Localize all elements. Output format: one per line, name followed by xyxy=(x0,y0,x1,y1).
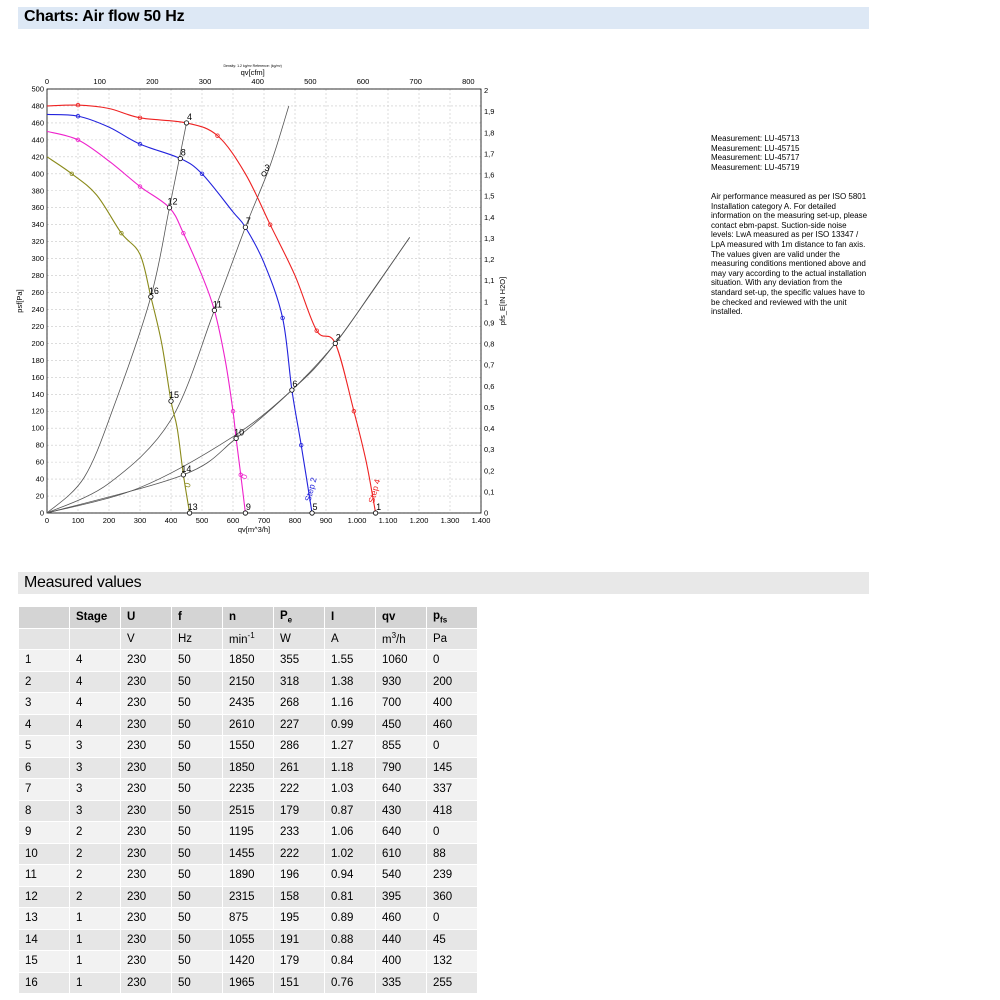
table-cell: 2150 xyxy=(223,671,274,693)
table-cell: 4 xyxy=(70,650,121,672)
measurement-list xyxy=(711,134,871,172)
table-cell: 1 xyxy=(19,650,70,672)
y-tick-label: 140 xyxy=(31,389,44,399)
x-axis-label: qv[m^3/h] xyxy=(237,525,271,534)
y-right-tick-label: 1,6 xyxy=(484,170,495,180)
table-cell: 2 xyxy=(70,886,121,908)
table-cell: 1 xyxy=(70,929,121,951)
point-label: 13 xyxy=(187,502,198,512)
table-row xyxy=(19,865,478,887)
y-right-tick-label: 0,1 xyxy=(484,487,495,497)
table-cell: 1 xyxy=(70,908,121,930)
column-header: U xyxy=(121,607,172,629)
y-right-tick-label: 1,2 xyxy=(484,255,495,265)
table-cell: 875 xyxy=(223,908,274,930)
x-top-tick-label: 700 xyxy=(409,77,422,86)
table-row xyxy=(19,800,478,822)
x-top-tick-label: 600 xyxy=(356,77,370,86)
table-cell: 230 xyxy=(121,865,172,887)
table-row xyxy=(19,757,478,779)
table-cell: 930 xyxy=(376,671,427,693)
table-cell: 230 xyxy=(121,650,172,672)
y-tick-label: 120 xyxy=(31,406,44,416)
table-cell: 50 xyxy=(172,714,223,736)
system-curve xyxy=(47,237,410,513)
y-right-tick-label: 0,6 xyxy=(484,381,495,391)
table-row xyxy=(19,886,478,908)
table-cell: 230 xyxy=(121,951,172,973)
y-right-tick-label: 1,7 xyxy=(484,149,495,159)
table-cell: 318 xyxy=(274,671,325,693)
table-cell: 50 xyxy=(172,757,223,779)
table-header-row xyxy=(19,607,478,629)
point-label: 15 xyxy=(168,390,180,401)
table-cell: 230 xyxy=(121,972,172,994)
x-top-tick-label: 0 xyxy=(44,77,50,86)
y-tick-label: 500 xyxy=(31,84,44,94)
column-header: I xyxy=(325,607,376,629)
column-unit xyxy=(19,628,70,650)
measurement-item: Measurement: LU-45713 xyxy=(711,134,800,143)
table-cell: 1.03 xyxy=(325,779,376,801)
table-cell: 230 xyxy=(121,757,172,779)
column-header: n xyxy=(223,607,274,629)
column-unit: W xyxy=(274,628,325,650)
y-tick-label: 260 xyxy=(31,288,44,298)
table-cell: 0 xyxy=(427,736,478,758)
table-cell: 6 xyxy=(19,757,70,779)
table-cell: 50 xyxy=(172,886,223,908)
y-right-tick-label: 2 xyxy=(484,86,489,96)
point-label: 10 xyxy=(234,427,245,438)
table-cell: 2315 xyxy=(223,886,274,908)
y-tick-label: 320 xyxy=(31,237,44,247)
table-cell: 1060 xyxy=(376,650,427,672)
table-cell: 4 xyxy=(19,714,70,736)
table-cell: 255 xyxy=(427,972,478,994)
table-cell: 230 xyxy=(121,714,172,736)
table-cell: 8 xyxy=(19,800,70,822)
column-unit: Pa xyxy=(427,628,478,650)
column-unit: $\min^{-1}$ xyxy=(223,628,274,650)
table-cell: 230 xyxy=(121,779,172,801)
column-header xyxy=(19,607,70,629)
table-cell: 3 xyxy=(70,757,121,779)
column-header: qv xyxy=(376,607,427,629)
y-tick-label: 60 xyxy=(35,457,44,467)
table-cell: 1455 xyxy=(223,843,274,865)
table-cell: 0 xyxy=(427,908,478,930)
point-label: 11 xyxy=(212,299,223,310)
series-line xyxy=(47,131,245,513)
point-label: 12 xyxy=(167,196,178,207)
system-curve xyxy=(47,237,410,513)
y-tick-label: 40 xyxy=(35,474,44,484)
table-cell: 450 xyxy=(376,714,427,736)
y-tick-label: 380 xyxy=(31,186,44,196)
table-cell: 50 xyxy=(172,972,223,994)
x-tick-label: 300 xyxy=(133,516,147,525)
table-cell: 50 xyxy=(172,908,223,930)
table-cell: 640 xyxy=(376,779,427,801)
table-cell: 1.02 xyxy=(325,843,376,865)
table-cell: 1890 xyxy=(223,865,274,887)
y-right-tick-label: 0,9 xyxy=(484,318,495,328)
y-axis-label: psf[Pa] xyxy=(15,289,24,313)
y-tick-label: 400 xyxy=(31,169,44,179)
table-cell: 195 xyxy=(274,908,325,930)
table-cell: 0.88 xyxy=(325,929,376,951)
table-cell: 268 xyxy=(274,693,325,715)
x-tick-label: 200 xyxy=(102,516,116,525)
table-row xyxy=(19,951,478,973)
table-cell: 132 xyxy=(427,951,478,973)
table-cell: 230 xyxy=(121,693,172,715)
table-cell: 440 xyxy=(376,929,427,951)
table-cell: 50 xyxy=(172,736,223,758)
x-tick-label: 400 xyxy=(164,516,178,525)
table-cell: 0.87 xyxy=(325,800,376,822)
y-right-tick-label: 0,5 xyxy=(484,402,495,412)
column-header: $p_{fs}$ xyxy=(427,607,478,629)
table-cell: 0.99 xyxy=(325,714,376,736)
table-cell: 196 xyxy=(274,865,325,887)
table-cell: 151 xyxy=(274,972,325,994)
y-right-tick-label: 1,9 xyxy=(484,107,495,117)
table-cell: 239 xyxy=(427,865,478,887)
y-right-tick-label: 0,2 xyxy=(484,466,495,476)
y-tick-label: 420 xyxy=(31,152,44,162)
series-tag: Step 2 xyxy=(302,476,319,503)
table-cell: 1420 xyxy=(223,951,274,973)
table-cell: 50 xyxy=(172,865,223,887)
table-cell: 1055 xyxy=(223,929,274,951)
y-tick-label: 480 xyxy=(31,101,44,111)
chart-caption: Density: 1.2 kg/m³ Reference: (kg/m³) xyxy=(223,64,282,68)
table-row xyxy=(19,908,478,930)
table-row xyxy=(19,714,478,736)
table-cell: 2435 xyxy=(223,693,274,715)
table-cell: 145 xyxy=(427,757,478,779)
column-header: Stage xyxy=(70,607,121,629)
charts-header xyxy=(18,7,869,29)
table-cell: 9 xyxy=(19,822,70,844)
measured-values-table xyxy=(18,606,478,994)
table-cell: 418 xyxy=(427,800,478,822)
table-cell: 200 xyxy=(427,671,478,693)
table-cell: 360 xyxy=(427,886,478,908)
series-tag: 0 xyxy=(181,481,193,489)
table-cell: 0.81 xyxy=(325,886,376,908)
y-tick-label: 340 xyxy=(31,220,44,230)
y-right-axis-label: pfs_E[IN H2O] xyxy=(498,276,507,326)
table-cell: 400 xyxy=(427,693,478,715)
y-right-tick-label: 1,3 xyxy=(484,233,495,243)
y-tick-label: 200 xyxy=(31,338,44,348)
table-cell: 3 xyxy=(19,693,70,715)
table-cell: 2 xyxy=(70,843,121,865)
table-cell: 3 xyxy=(70,736,121,758)
table-cell: 1.18 xyxy=(325,757,376,779)
table-cell: 230 xyxy=(121,671,172,693)
table-cell: 0.76 xyxy=(325,972,376,994)
table-cell: 179 xyxy=(274,800,325,822)
table-cell: 335 xyxy=(376,972,427,994)
measurement-item: Measurement: LU-45717 xyxy=(711,153,800,163)
y-right-tick-label: 0 xyxy=(484,508,489,518)
series-line xyxy=(47,157,190,513)
table-cell: 5 xyxy=(19,736,70,758)
charts-title: Charts: Air flow 50 Hz xyxy=(24,8,185,25)
table-cell: 16 xyxy=(19,972,70,994)
table-cell: 855 xyxy=(376,736,427,758)
column-unit: V xyxy=(121,628,172,650)
column-unit: Hz xyxy=(172,628,223,650)
table-cell: 230 xyxy=(121,886,172,908)
point-label: 4 xyxy=(186,111,193,122)
table-cell: 1.16 xyxy=(325,693,376,715)
column-header: f xyxy=(172,607,223,629)
x-top-axis-label: qv[cfm] xyxy=(240,68,265,77)
table-cell: 0 xyxy=(427,822,478,844)
x-tick-label: 700 xyxy=(257,516,271,525)
column-unit xyxy=(70,628,121,650)
table-cell: 4 xyxy=(70,671,121,693)
point-label: 8 xyxy=(180,147,186,158)
table-cell: 50 xyxy=(172,800,223,822)
y-tick-label: 280 xyxy=(31,271,44,281)
x-top-tick-label: 100 xyxy=(93,77,106,86)
table-cell: 2 xyxy=(70,865,121,887)
point-label: 3 xyxy=(264,162,270,173)
table-row xyxy=(19,736,478,758)
table-cell: 286 xyxy=(274,736,325,758)
x-tick-label: 500 xyxy=(195,516,209,525)
table-cell: 50 xyxy=(172,951,223,973)
table-cell: 222 xyxy=(274,843,325,865)
point-label: 6 xyxy=(292,379,298,390)
table-cell: 11 xyxy=(19,865,70,887)
table-cell: 261 xyxy=(274,757,325,779)
table-row xyxy=(19,671,478,693)
table-units-row xyxy=(19,628,478,650)
table-cell: 460 xyxy=(376,908,427,930)
table-cell: 4 xyxy=(70,714,121,736)
y-tick-label: 460 xyxy=(31,118,44,128)
x-top-tick-label: 300 xyxy=(198,77,212,86)
table-row xyxy=(19,693,478,715)
table-row xyxy=(19,843,478,865)
table-cell: 179 xyxy=(274,951,325,973)
table-cell: 3 xyxy=(70,800,121,822)
table-cell: 50 xyxy=(172,822,223,844)
measured-values-header xyxy=(18,572,869,594)
table-cell: 158 xyxy=(274,886,325,908)
y-right-tick-label: 1 xyxy=(484,297,489,307)
table-cell: 230 xyxy=(121,929,172,951)
x-tick-label: 1.200 xyxy=(409,516,429,525)
table-cell: 1965 xyxy=(223,972,274,994)
table-cell: 355 xyxy=(274,650,325,672)
x-top-tick-label: 500 xyxy=(304,77,317,86)
table-cell: 2 xyxy=(70,822,121,844)
table-cell: 13 xyxy=(19,908,70,930)
table-cell: 191 xyxy=(274,929,325,951)
table-cell: 230 xyxy=(121,843,172,865)
table-row xyxy=(19,929,478,951)
table-cell: 1.06 xyxy=(325,822,376,844)
table-cell: 50 xyxy=(172,843,223,865)
y-tick-label: 220 xyxy=(31,321,44,331)
table-cell: 430 xyxy=(376,800,427,822)
table-cell: 1850 xyxy=(223,757,274,779)
table-cell: 50 xyxy=(172,671,223,693)
table-row xyxy=(19,822,478,844)
y-tick-label: 440 xyxy=(31,135,44,145)
point-label: 14 xyxy=(181,463,192,474)
system-curve xyxy=(47,123,187,513)
table-cell: 2610 xyxy=(223,714,274,736)
table-cell: 88 xyxy=(427,843,478,865)
x-tick-label: 1.100 xyxy=(378,516,398,525)
table-cell: 233 xyxy=(274,822,325,844)
table-cell: 540 xyxy=(376,865,427,887)
table-cell: 1.27 xyxy=(325,736,376,758)
x-tick-label: 900 xyxy=(319,516,333,525)
table-cell: 1.38 xyxy=(325,671,376,693)
table-cell: 395 xyxy=(376,886,427,908)
table-cell: 12 xyxy=(19,886,70,908)
table-cell: 50 xyxy=(172,693,223,715)
table-cell: 10 xyxy=(19,843,70,865)
y-right-tick-label: 1,8 xyxy=(484,128,495,138)
table-cell: 1.55 xyxy=(325,650,376,672)
x-tick-label: 1.400 xyxy=(471,516,491,525)
y-right-tick-label: 0,7 xyxy=(484,360,495,370)
table-cell: 230 xyxy=(121,822,172,844)
table-cell: 790 xyxy=(376,757,427,779)
table-row xyxy=(19,650,478,672)
airflow-chart xyxy=(0,40,520,540)
x-tick-label: 100 xyxy=(71,516,85,525)
x-tick-label: 600 xyxy=(226,516,240,525)
x-tick-label: 800 xyxy=(288,516,302,525)
x-tick-label: 1.300 xyxy=(440,516,460,525)
series-tag: 0 xyxy=(238,473,250,481)
y-right-tick-label: 1,1 xyxy=(484,276,495,286)
measurement-item: Measurement: LU-45719 xyxy=(711,162,800,172)
y-tick-label: 240 xyxy=(31,304,44,314)
table-row xyxy=(19,779,478,801)
table-cell: 0.94 xyxy=(325,865,376,887)
y-right-tick-label: 0,3 xyxy=(484,445,495,455)
x-tick-label: 0 xyxy=(44,516,50,525)
y-right-tick-label: 1,4 xyxy=(484,212,495,222)
x-tick-label: 1.000 xyxy=(347,516,367,525)
table-cell: 337 xyxy=(427,779,478,801)
measured-values-title: Measured values xyxy=(24,574,142,591)
y-right-tick-label: 1,5 xyxy=(484,191,495,201)
table-cell: 1195 xyxy=(223,822,274,844)
y-tick-label: 0 xyxy=(39,508,44,518)
table-cell: 0 xyxy=(427,650,478,672)
table-cell: 50 xyxy=(172,929,223,951)
table-cell: 230 xyxy=(121,736,172,758)
series-line xyxy=(47,105,376,513)
table-cell: 227 xyxy=(274,714,325,736)
y-tick-label: 20 xyxy=(35,491,44,501)
y-right-tick-label: 0,4 xyxy=(484,424,495,434)
table-cell: 2515 xyxy=(223,800,274,822)
table-cell: 3 xyxy=(70,779,121,801)
measurement-item: Measurement: LU-45715 xyxy=(711,143,800,153)
y-right-tick-label: 0,8 xyxy=(484,339,495,349)
point-label: 2 xyxy=(335,332,341,343)
y-tick-label: 160 xyxy=(31,372,44,382)
point-label: 5 xyxy=(312,502,318,512)
table-cell: 4 xyxy=(70,693,121,715)
table-cell: 45 xyxy=(427,929,478,951)
table-cell: 222 xyxy=(274,779,325,801)
point-label: 9 xyxy=(245,502,251,512)
x-top-tick-label: 400 xyxy=(251,77,264,86)
table-cell: 2 xyxy=(19,671,70,693)
table-cell: 15 xyxy=(19,951,70,973)
y-tick-label: 360 xyxy=(31,203,44,213)
y-tick-label: 80 xyxy=(35,440,44,450)
table-cell: 2235 xyxy=(223,779,274,801)
table-cell: 640 xyxy=(376,822,427,844)
measurement-notes: Air performance measured as per ISO 5801 Installation category A. For detailed information on the measuring set-up, please contact ebm-papst. Suction-side noise levels: LwA measured as per ISO 13347 / LpA measured with 1m distance to fan axis. The values given are valid under the measuring conditions mentioned above and may vary according to the actual installation situation. With any deviation from the standard set-up, the specific values have to be checked and reviewed with the unit installed. xyxy=(711,192,868,317)
table-cell: 400 xyxy=(376,951,427,973)
table-cell: 460 xyxy=(427,714,478,736)
table-cell: 0.89 xyxy=(325,908,376,930)
table-cell: 50 xyxy=(172,779,223,801)
table-cell: 610 xyxy=(376,843,427,865)
table-cell: 0.84 xyxy=(325,951,376,973)
y-tick-label: 300 xyxy=(31,254,44,264)
series-line xyxy=(47,111,312,513)
point-label: 7 xyxy=(245,216,251,227)
point-label: 16 xyxy=(148,285,159,296)
table-body xyxy=(19,650,478,994)
table-cell: 50 xyxy=(172,650,223,672)
table-cell: 1550 xyxy=(223,736,274,758)
x-top-tick-label: 200 xyxy=(146,77,159,86)
table-cell: 14 xyxy=(19,929,70,951)
table-cell: 230 xyxy=(121,908,172,930)
column-unit: $m^3/h$ xyxy=(376,628,427,650)
column-header: $P_e$ xyxy=(274,607,325,629)
table-cell: 1 xyxy=(70,972,121,994)
table-cell: 1 xyxy=(70,951,121,973)
table-cell: 700 xyxy=(376,693,427,715)
y-tick-label: 100 xyxy=(31,423,44,433)
table-cell: 230 xyxy=(121,800,172,822)
column-unit: A xyxy=(325,628,376,650)
table-cell: 7 xyxy=(19,779,70,801)
series-tag: Step 4 xyxy=(366,477,383,505)
table-row xyxy=(19,972,478,994)
point-label: 1 xyxy=(376,502,382,512)
y-tick-label: 180 xyxy=(31,355,44,365)
table-cell: 1850 xyxy=(223,650,274,672)
x-top-tick-label: 800 xyxy=(462,77,475,86)
